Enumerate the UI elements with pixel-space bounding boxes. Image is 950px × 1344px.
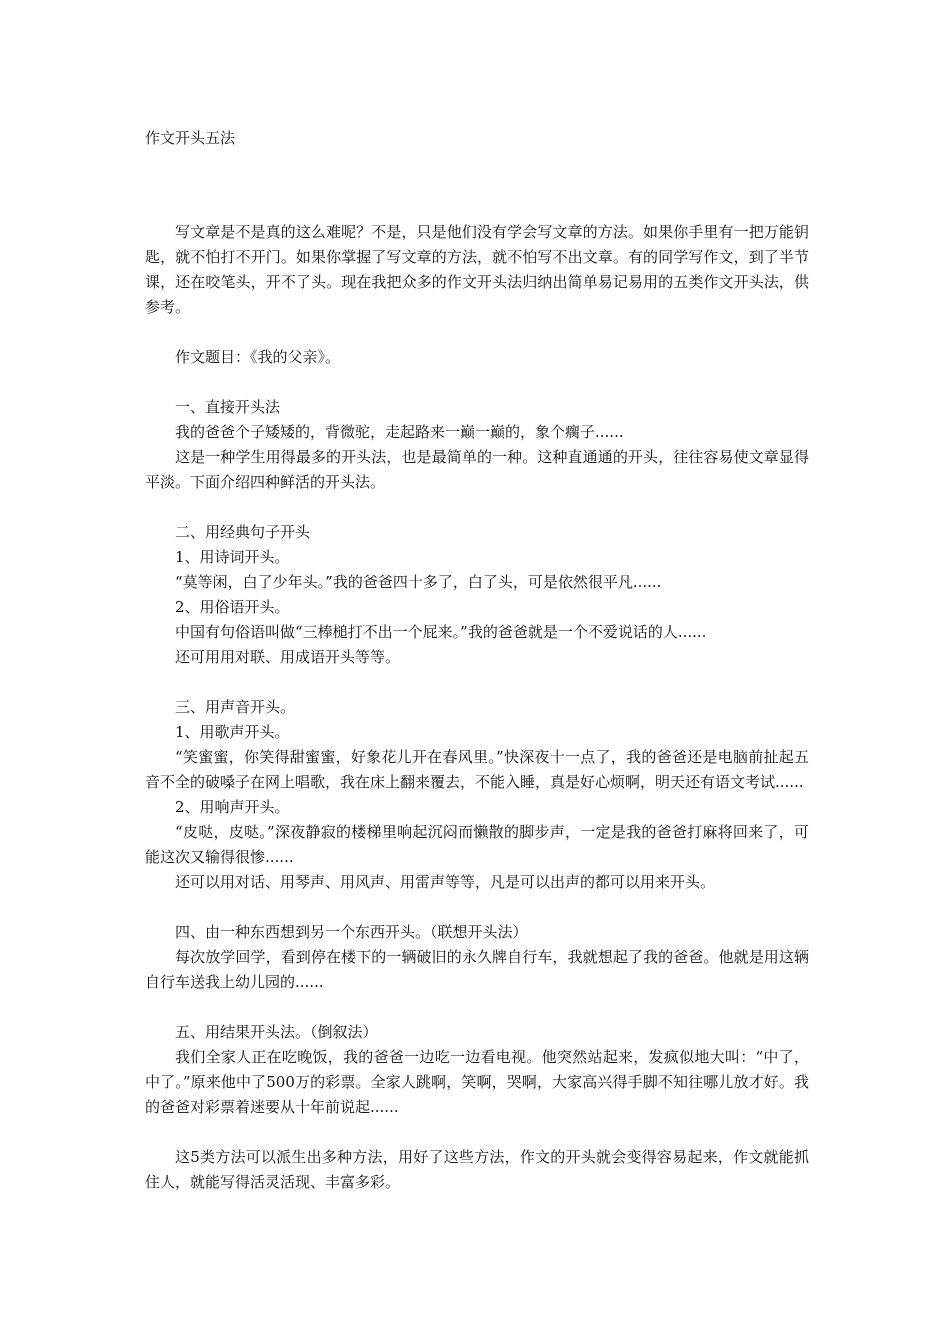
spacer	[145, 895, 809, 920]
spacer	[145, 370, 809, 395]
spacer	[145, 670, 809, 695]
spacer	[145, 1120, 809, 1145]
spacer	[145, 495, 809, 520]
section-3-example-1: “笑蜜蜜，你笑得甜蜜蜜，好象花儿开在春风里。”快深夜十一点了，我的爸爸还是电脑前扯起五音不全的破嗓子在网上唱歌，我在床上翻来覆去，不能入睡，真是好心烦啊，明天还有语文考试......	[145, 748, 809, 791]
conclusion-paragraph: 这5类方法可以派生出多种方法，用好了这些方法，作文的开头就会变得容易起来，作文就能抓住人，就能写得活灵活现、丰富多彩。	[145, 1148, 809, 1191]
section-2-example-1: “莫等闲，白了少年头。”我的爸爸四十多了，白了头，可是依然很平凡......	[175, 573, 662, 591]
section-4-example: 每次放学回学，看到停在楼下的一辆破旧的永久牌自行车，我就想起了我的爸爸。他就是用这辆自行车送我上幼儿园的......	[145, 948, 809, 991]
section-4-heading: 四、由一种东西想到另一个东西开头。（联想开头法）	[175, 923, 528, 941]
section-2-sub-1: 1、用诗词开头。	[175, 548, 290, 566]
spacer	[145, 995, 809, 1020]
section-3-heading: 三、用声音开头。	[175, 698, 296, 716]
document-title: 作文开头五法	[145, 129, 236, 147]
section-1-heading: 一、直接开头法	[175, 398, 281, 416]
spacer	[145, 320, 809, 345]
section-1-example: 我的爸爸个子矮矮的，背微驼，走起路来一巅一巅的，象个瘸子......	[175, 423, 624, 441]
section-5-example: 我们全家人正在吃晚饭，我的爸爸一边吃一边看电视。他突然站起来，发疯似地大叫：“中了，中了。”原来他中了500万的彩票。全家人跳啊，笑啊，哭啊，大家高兴得手脚不知往哪儿放才好。我的爸爸对彩票着迷要从十年前说起......	[145, 1048, 809, 1116]
section-3-sub-2: 2、用响声开头。	[175, 798, 290, 816]
section-2-heading: 二、用经典句子开头	[175, 523, 311, 541]
section-2-note: 还可用用对联、用成语开头等等。	[175, 648, 401, 666]
section-3-note: 还可以用对话、用琴声、用风声、用雷声等等，凡是可以出声的都可以用来开头。	[175, 873, 716, 891]
section-3-example-2: “皮哒，皮哒。”深夜静寂的楼梯里响起沉闷而懒散的脚步声，一定是我的爸爸打麻将回来了，可能这次又输得很惨......	[145, 823, 809, 866]
topic-line: 作文题目：《我的父亲》。	[175, 348, 341, 366]
section-2-sub-2: 2、用俗语开头。	[175, 598, 290, 616]
section-1-note: 这是一种学生用得最多的开头法，也是最简单的一种。这种直通通的开头，往往容易使文章显得平淡。下面介绍四种鲜活的开头法。	[145, 448, 809, 491]
intro-paragraph: 写文章是不是真的这么难呢？不是，只是他们没有学会写文章的方法。如果你手里有一把万能钥匙，就不怕打不开门。如果你掌握了写文章的方法，就不怕写不出文章。有的同学写作文，到了半节课，还在咬笔头，开不了头。现在我把众多的作文开头法归纳出简单易记易用的五类作文开头法，供参考。	[145, 223, 809, 316]
section-5-heading: 五、用结果开头法。（倒叙法）	[175, 1023, 378, 1041]
section-3-sub-1: 1、用歌声开头。	[175, 723, 290, 741]
document-page	[145, 126, 809, 1195]
section-2-example-2: 中国有句俗语叫做“三棒槌打不出一个屁来。”我的爸爸就是一个不爱说话的人......	[175, 623, 707, 641]
